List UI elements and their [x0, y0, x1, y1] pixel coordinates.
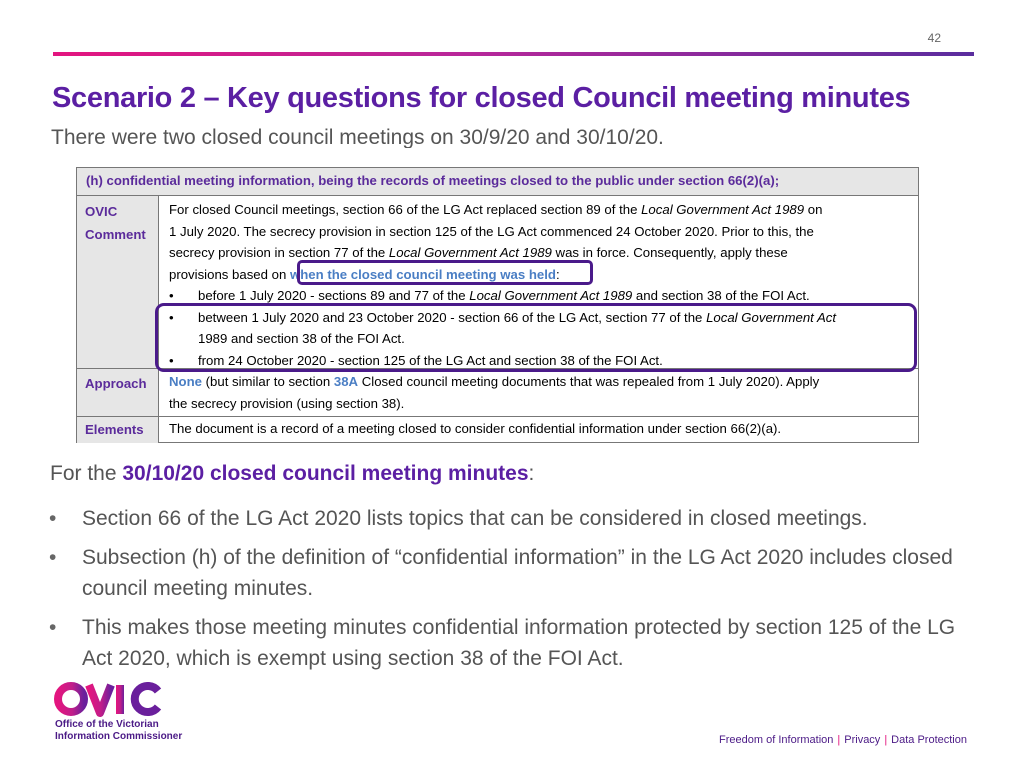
text-run: on: [804, 202, 823, 217]
highlight-box-meeting-held: [297, 260, 593, 285]
elements-body: The document is a record of a meeting closed to consider confidential information under section 66(2)(a).: [169, 421, 782, 436]
ovic-comment-label: [77, 196, 159, 395]
ovic-label-line1: OVIC: [85, 204, 118, 219]
text-run: 1 July 2020. The secrecy provision in section 125 of the LG Act commenced 24 October 2020. Prior to this, the: [169, 223, 814, 239]
logo-subtitle: Office of the Victorian Information Commissioner: [55, 719, 183, 742]
for-line: For the 30/10/20 closed council meeting minutes:: [50, 462, 535, 485]
text-run: For closed Council meetings, section 66 of the LG Act replaced section 89 of the: [169, 202, 642, 217]
text-run: :: [555, 266, 560, 282]
section-38a: 38A: [333, 374, 359, 389]
key-points-list: [49, 503, 979, 682]
intro-text: There were two closed council meetings on 30/9/20 and 30/10/20.: [51, 126, 664, 148]
highlight-box-bullets: [155, 303, 917, 372]
elements-row: [77, 416, 918, 443]
text-run: (but similar to section: [201, 374, 334, 389]
page-number: 42: [927, 31, 941, 45]
excerpt-bullet-3: • from 24 October 2020 - section 125 of the LG Act and section 38 of the FOI Act.: [169, 352, 663, 368]
meeting-minutes-emphasis: 30/10/20 closed council meeting minutes: [122, 462, 529, 485]
act-title: Local Government Act 1989: [388, 245, 552, 260]
text-run: Closed council meeting documents that was repealed from 1 July 2020). Apply: [358, 374, 820, 389]
excerpt-header: (h) confidential meeting information, being the records of meetings closed to the public under section 66(2)(a);: [86, 173, 780, 188]
approach-body: [169, 369, 910, 414]
title-divider: [53, 52, 974, 56]
excerpt-header-row: [77, 168, 918, 195]
ovic-label-line2: Comment: [85, 227, 146, 242]
text-run: the secrecy provision (using section 38).: [169, 395, 405, 411]
list-item: • Section 66 of the LG Act 2020 lists topics that can be considered in closed meetings.: [49, 507, 868, 530]
list-item: • Subsection (h) of the definition of “confidential information” in the LG Act 2020 includes closed council meeting minutes.: [49, 546, 953, 600]
text-run: secrecy provision in section 77 of the: [169, 245, 389, 260]
approach-none: None: [169, 374, 202, 389]
highlighted-phrase: when the closed council meeting was held: [289, 266, 556, 282]
text-run: provisions based on: [169, 266, 290, 282]
ovic-logo: [54, 682, 166, 718]
footer-link-data-protection[interactable]: Data Protection: [891, 734, 967, 746]
footer-link-foi[interactable]: Freedom of Information: [719, 734, 834, 746]
act-title: Local Government Act 1989: [641, 202, 805, 217]
text-run: was in force. Consequently, apply these: [551, 245, 788, 260]
approach-label: Approach: [77, 369, 159, 416]
excerpt-bullet-1: • before 1 July 2020 - sections 89 and 77 of the Local Government Act 1989 and section 38 of the FOI Act.: [169, 288, 810, 303]
excerpt-bullet-2: • between 1 July 2020 and 23 October 2020 - section 66 of the LG Act, section 77 of the Local Government Act: [169, 309, 837, 325]
footer-links: Freedom of Information | Privacy | Data Protection: [719, 734, 967, 746]
approach-row: [77, 368, 918, 416]
excerpt-bullet-2-cont: 1989 and section 38 of the FOI Act.: [198, 331, 405, 346]
slide-title: Scenario 2 – Key questions for closed Council meeting minutes: [52, 82, 911, 114]
footer-link-privacy[interactable]: Privacy: [844, 734, 881, 746]
list-item: • This makes those meeting minutes confidential information protected by section 125 of the LG Act 2020, which is exempt using section 38 of the FOI Act.: [49, 616, 956, 670]
elements-label: Elements: [77, 417, 159, 443]
